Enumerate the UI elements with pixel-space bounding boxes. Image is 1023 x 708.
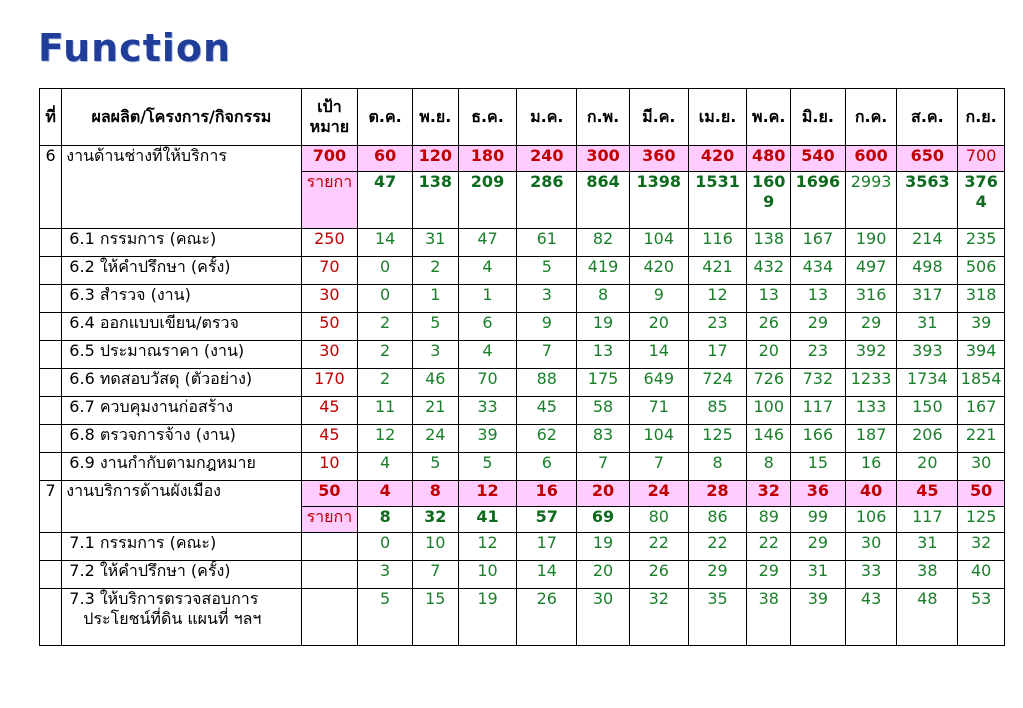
target-cell: 45 [301, 425, 358, 453]
activity-name [62, 369, 301, 397]
value-cell: 32 [629, 589, 688, 646]
value-cell: 15 [791, 453, 846, 481]
value-cell: 116 [688, 229, 747, 257]
value-cell: 0 [358, 285, 413, 313]
value-cell: 214 [897, 229, 958, 257]
activity-name [62, 453, 301, 481]
value-cell: 10 [413, 533, 459, 561]
value-cell: 175 [577, 369, 630, 397]
value-cell: 7 [577, 453, 630, 481]
value-cell: 317 [897, 285, 958, 313]
value-cell: 7 [629, 453, 688, 481]
value-cell: 29 [747, 561, 791, 589]
value-cell: 15 [413, 589, 459, 646]
value-cell: 26 [629, 561, 688, 589]
value-cell: 8 [747, 453, 791, 481]
value-cell: 221 [958, 425, 1005, 453]
value-cell: 13 [747, 285, 791, 313]
value-cell: 419 [577, 257, 630, 285]
actual-cell: 86 [688, 507, 747, 533]
group-target: 50 [301, 481, 358, 507]
target-cell: 10 [301, 453, 358, 481]
value-cell: 732 [791, 369, 846, 397]
activity-name [62, 341, 301, 369]
value-cell: 12 [458, 533, 517, 561]
actual-cell: 32 [413, 507, 459, 533]
activity-name [62, 561, 301, 589]
value-cell: 83 [577, 425, 630, 453]
plan-cell: 28 [688, 481, 747, 507]
actual-cell: 209 [458, 172, 517, 229]
value-cell: 4 [458, 257, 517, 285]
target-cell: 30 [301, 341, 358, 369]
value-cell: 39 [958, 313, 1005, 341]
target-cell [301, 533, 358, 561]
value-cell: 20 [629, 313, 688, 341]
value-cell: 432 [747, 257, 791, 285]
row-number-empty [40, 285, 62, 313]
actual-cell: 99 [791, 507, 846, 533]
row-number-empty [40, 425, 62, 453]
plan-cell: 16 [517, 481, 577, 507]
value-cell: 235 [958, 229, 1005, 257]
activity-name [62, 533, 301, 561]
value-cell: 14 [358, 229, 413, 257]
actual-cell: 57 [517, 507, 577, 533]
page-title: Function [38, 26, 232, 70]
plan-cell: 50 [958, 481, 1005, 507]
value-cell: 8 [688, 453, 747, 481]
plan-cell: 20 [577, 481, 630, 507]
value-cell: 0 [358, 533, 413, 561]
value-cell: 8 [577, 285, 630, 313]
value-cell: 31 [897, 313, 958, 341]
value-cell: 14 [517, 561, 577, 589]
value-cell: 318 [958, 285, 1005, 313]
value-cell: 29 [845, 313, 897, 341]
value-cell: 394 [958, 341, 1005, 369]
group-name: งานบริการด้านผังเมือง [62, 481, 301, 533]
value-cell: 1 [458, 285, 517, 313]
actual-cell: 89 [747, 507, 791, 533]
value-cell: 82 [577, 229, 630, 257]
value-cell: 167 [791, 229, 846, 257]
value-cell: 7 [413, 561, 459, 589]
value-cell: 146 [747, 425, 791, 453]
value-cell: 22 [688, 533, 747, 561]
value-cell: 14 [629, 341, 688, 369]
group-plan-row [40, 481, 1005, 507]
value-cell: 29 [688, 561, 747, 589]
value-cell: 5 [458, 453, 517, 481]
value-cell: 2 [358, 341, 413, 369]
plan-cell: 120 [413, 146, 459, 172]
value-cell: 21 [413, 397, 459, 425]
plan-cell: 32 [747, 481, 791, 507]
activity-name [62, 229, 301, 257]
header-month-jan: ม.ค. [517, 89, 577, 146]
row-number: 6 [40, 146, 62, 229]
value-cell: 23 [688, 313, 747, 341]
header-month-oct: ต.ค. [358, 89, 413, 146]
activity-name [62, 285, 301, 313]
value-cell: 392 [845, 341, 897, 369]
activity-name-line: 6.8 ตรวจการจ้าง (งาน) [69, 425, 236, 444]
plan-cell: 180 [458, 146, 517, 172]
row-number-empty [40, 561, 62, 589]
activity-name [62, 313, 301, 341]
value-cell: 9 [629, 285, 688, 313]
target-cell [301, 589, 358, 646]
value-cell: 23 [791, 341, 846, 369]
activity-name-line: 7.3 ให้บริการตรวจสอบการ [69, 589, 259, 608]
header-month-nov: พ.ย. [413, 89, 459, 146]
header-month-apr: เม.ย. [688, 89, 747, 146]
value-cell: 5 [358, 589, 413, 646]
value-cell: 85 [688, 397, 747, 425]
target-cell: 30 [301, 285, 358, 313]
table-row [40, 425, 1005, 453]
value-cell: 12 [688, 285, 747, 313]
value-cell: 22 [747, 533, 791, 561]
value-cell: 420 [629, 257, 688, 285]
value-cell: 1233 [845, 369, 897, 397]
table-row [40, 561, 1005, 589]
activity-name-line: 6.7 ควบคุมงานก่อสร้าง [69, 397, 234, 416]
header-output: ผลผลิต/โครงการ/กิจกรรม [62, 89, 301, 146]
actual-cell: 3563 [897, 172, 958, 229]
activity-name-line: 6.4 ออกแบบเขียน/ตรวจ [69, 313, 239, 332]
value-cell: 167 [958, 397, 1005, 425]
actual-cell: 8 [358, 507, 413, 533]
value-cell: 497 [845, 257, 897, 285]
plan-cell: 8 [413, 481, 459, 507]
group-name: งานด้านช่างที่ให้บริการ [62, 146, 301, 229]
plan-cell: 40 [845, 481, 897, 507]
value-cell: 71 [629, 397, 688, 425]
actual-cell: 125 [958, 507, 1005, 533]
actual-cell: 69 [577, 507, 630, 533]
header-month-aug: ส.ค. [897, 89, 958, 146]
value-cell: 5 [413, 313, 459, 341]
value-cell: 2 [358, 313, 413, 341]
row-number: 7 [40, 481, 62, 533]
table-row [40, 589, 1005, 646]
table-row [40, 285, 1005, 313]
actual-cell: 864 [577, 172, 630, 229]
plan-cell: 300 [577, 146, 630, 172]
row-number-empty [40, 369, 62, 397]
target-cell [301, 561, 358, 589]
value-cell: 206 [897, 425, 958, 453]
value-cell: 70 [458, 369, 517, 397]
value-cell: 0 [358, 257, 413, 285]
value-cell: 31 [791, 561, 846, 589]
row-number-empty [40, 453, 62, 481]
value-cell: 187 [845, 425, 897, 453]
value-cell: 19 [458, 589, 517, 646]
value-cell: 1854 [958, 369, 1005, 397]
activity-name-line: 6.2 ให้คำปรึกษา (ครั้ง) [69, 257, 231, 276]
value-cell: 498 [897, 257, 958, 285]
value-cell: 29 [791, 313, 846, 341]
value-cell: 61 [517, 229, 577, 257]
activity-name [62, 425, 301, 453]
value-cell: 11 [358, 397, 413, 425]
target-cell: 170 [301, 369, 358, 397]
plan-cell: 540 [791, 146, 846, 172]
table-row [40, 397, 1005, 425]
activity-name-line: 6.9 งานกำกับตามกฎหมาย [69, 453, 256, 472]
activity-name-line: 6.5 ประมาณราคา (งาน) [69, 341, 245, 360]
value-cell: 38 [897, 561, 958, 589]
value-cell: 19 [577, 313, 630, 341]
activity-name-line: 7.1 กรรมการ (คณะ) [69, 533, 217, 552]
value-cell: 1 [413, 285, 459, 313]
value-cell: 20 [897, 453, 958, 481]
table-row [40, 257, 1005, 285]
plan-cell: 600 [845, 146, 897, 172]
value-cell: 38 [747, 589, 791, 646]
row-number-empty [40, 229, 62, 257]
activity-name [62, 589, 301, 646]
row-number-empty [40, 589, 62, 646]
plan-cell: 36 [791, 481, 846, 507]
actual-cell: 1531 [688, 172, 747, 229]
value-cell: 40 [958, 561, 1005, 589]
value-cell: 724 [688, 369, 747, 397]
value-cell: 3 [413, 341, 459, 369]
value-cell: 39 [458, 425, 517, 453]
table-row [40, 313, 1005, 341]
table-header-row [40, 89, 1005, 146]
group-plan-row [40, 146, 1005, 172]
value-cell: 150 [897, 397, 958, 425]
value-cell: 506 [958, 257, 1005, 285]
actual-cell: 41 [458, 507, 517, 533]
value-cell: 39 [791, 589, 846, 646]
value-cell: 100 [747, 397, 791, 425]
performance-table [39, 88, 1005, 646]
header-month-may: พ.ค. [747, 89, 791, 146]
value-cell: 47 [458, 229, 517, 257]
value-cell: 17 [517, 533, 577, 561]
value-cell: 104 [629, 229, 688, 257]
value-cell: 58 [577, 397, 630, 425]
value-cell: 104 [629, 425, 688, 453]
value-cell: 166 [791, 425, 846, 453]
value-cell: 20 [577, 561, 630, 589]
header-month-dec: ธ.ค. [458, 89, 517, 146]
value-cell: 13 [791, 285, 846, 313]
header-month-mar: มี.ค. [629, 89, 688, 146]
value-cell: 726 [747, 369, 791, 397]
table-row [40, 341, 1005, 369]
activity-name-line: 6.6 ทดสอบวัสดุ (ตัวอย่าง) [69, 369, 253, 388]
plan-cell: 12 [458, 481, 517, 507]
value-cell: 10 [458, 561, 517, 589]
value-cell: 1734 [897, 369, 958, 397]
table-row [40, 369, 1005, 397]
value-cell: 88 [517, 369, 577, 397]
header-target: เป้าหมาย [301, 89, 358, 146]
plan-cell: 420 [688, 146, 747, 172]
value-cell: 43 [845, 589, 897, 646]
value-cell: 434 [791, 257, 846, 285]
actual-cell: 117 [897, 507, 958, 533]
header-month-sep: ก.ย. [958, 89, 1005, 146]
value-cell: 190 [845, 229, 897, 257]
plan-cell: 60 [358, 146, 413, 172]
plan-cell: 45 [897, 481, 958, 507]
value-cell: 31 [413, 229, 459, 257]
target-cell: 250 [301, 229, 358, 257]
value-cell: 33 [845, 561, 897, 589]
header-month-jun: มิ.ย. [791, 89, 846, 146]
row-number-empty [40, 533, 62, 561]
value-cell: 48 [897, 589, 958, 646]
table-row [40, 533, 1005, 561]
value-cell: 20 [747, 341, 791, 369]
value-cell: 5 [517, 257, 577, 285]
actual-cell: 2993 [845, 172, 897, 229]
group-target-unit: รายกา [301, 172, 358, 229]
activity-name-line: 7.2 ให้คำปรึกษา (ครั้ง) [69, 561, 231, 580]
value-cell: 26 [517, 589, 577, 646]
value-cell: 33 [458, 397, 517, 425]
value-cell: 30 [958, 453, 1005, 481]
header-no: ที่ [40, 89, 62, 146]
plan-cell: 240 [517, 146, 577, 172]
actual-cell: 1609 [747, 172, 791, 229]
value-cell: 2 [358, 369, 413, 397]
table-row [40, 453, 1005, 481]
value-cell: 26 [747, 313, 791, 341]
value-cell: 649 [629, 369, 688, 397]
value-cell: 7 [517, 341, 577, 369]
plan-cell: 360 [629, 146, 688, 172]
value-cell: 138 [747, 229, 791, 257]
value-cell: 125 [688, 425, 747, 453]
table-row [40, 229, 1005, 257]
actual-cell: 80 [629, 507, 688, 533]
value-cell: 32 [958, 533, 1005, 561]
value-cell: 6 [458, 313, 517, 341]
value-cell: 19 [577, 533, 630, 561]
row-number-empty [40, 257, 62, 285]
plan-cell: 480 [747, 146, 791, 172]
value-cell: 16 [845, 453, 897, 481]
plan-cell: 650 [897, 146, 958, 172]
value-cell: 45 [517, 397, 577, 425]
actual-cell: 1696 [791, 172, 846, 229]
value-cell: 4 [358, 453, 413, 481]
activity-name-line: 6.3 สำรวจ (งาน) [69, 285, 191, 304]
actual-cell: 138 [413, 172, 459, 229]
actual-cell: 3764 [958, 172, 1005, 229]
activity-name-line: ประโยชน์ที่ดิน แผนที่ ฯลฯ [83, 609, 262, 628]
value-cell: 393 [897, 341, 958, 369]
value-cell: 6 [517, 453, 577, 481]
row-number-empty [40, 397, 62, 425]
header-month-jul: ก.ค. [845, 89, 897, 146]
value-cell: 3 [517, 285, 577, 313]
row-number-empty [40, 341, 62, 369]
value-cell: 421 [688, 257, 747, 285]
actual-cell: 106 [845, 507, 897, 533]
target-cell: 70 [301, 257, 358, 285]
plan-cell: 700 [958, 146, 1005, 172]
value-cell: 5 [413, 453, 459, 481]
target-cell: 50 [301, 313, 358, 341]
value-cell: 17 [688, 341, 747, 369]
actual-cell: 1398 [629, 172, 688, 229]
actual-cell: 47 [358, 172, 413, 229]
value-cell: 30 [845, 533, 897, 561]
activity-name [62, 257, 301, 285]
value-cell: 62 [517, 425, 577, 453]
actual-cell: 286 [517, 172, 577, 229]
value-cell: 2 [413, 257, 459, 285]
value-cell: 35 [688, 589, 747, 646]
value-cell: 316 [845, 285, 897, 313]
value-cell: 117 [791, 397, 846, 425]
target-cell: 45 [301, 397, 358, 425]
value-cell: 13 [577, 341, 630, 369]
header-month-feb: ก.พ. [577, 89, 630, 146]
value-cell: 4 [458, 341, 517, 369]
activity-name-line: 6.1 กรรมการ (คณะ) [69, 229, 217, 248]
value-cell: 31 [897, 533, 958, 561]
row-number-empty [40, 313, 62, 341]
plan-cell: 4 [358, 481, 413, 507]
plan-cell: 24 [629, 481, 688, 507]
group-target: 700 [301, 146, 358, 172]
value-cell: 30 [577, 589, 630, 646]
value-cell: 3 [358, 561, 413, 589]
value-cell: 22 [629, 533, 688, 561]
value-cell: 53 [958, 589, 1005, 646]
value-cell: 24 [413, 425, 459, 453]
value-cell: 29 [791, 533, 846, 561]
value-cell: 133 [845, 397, 897, 425]
value-cell: 9 [517, 313, 577, 341]
group-target-unit: รายกา [301, 507, 358, 533]
value-cell: 46 [413, 369, 459, 397]
value-cell: 12 [358, 425, 413, 453]
activity-name [62, 397, 301, 425]
